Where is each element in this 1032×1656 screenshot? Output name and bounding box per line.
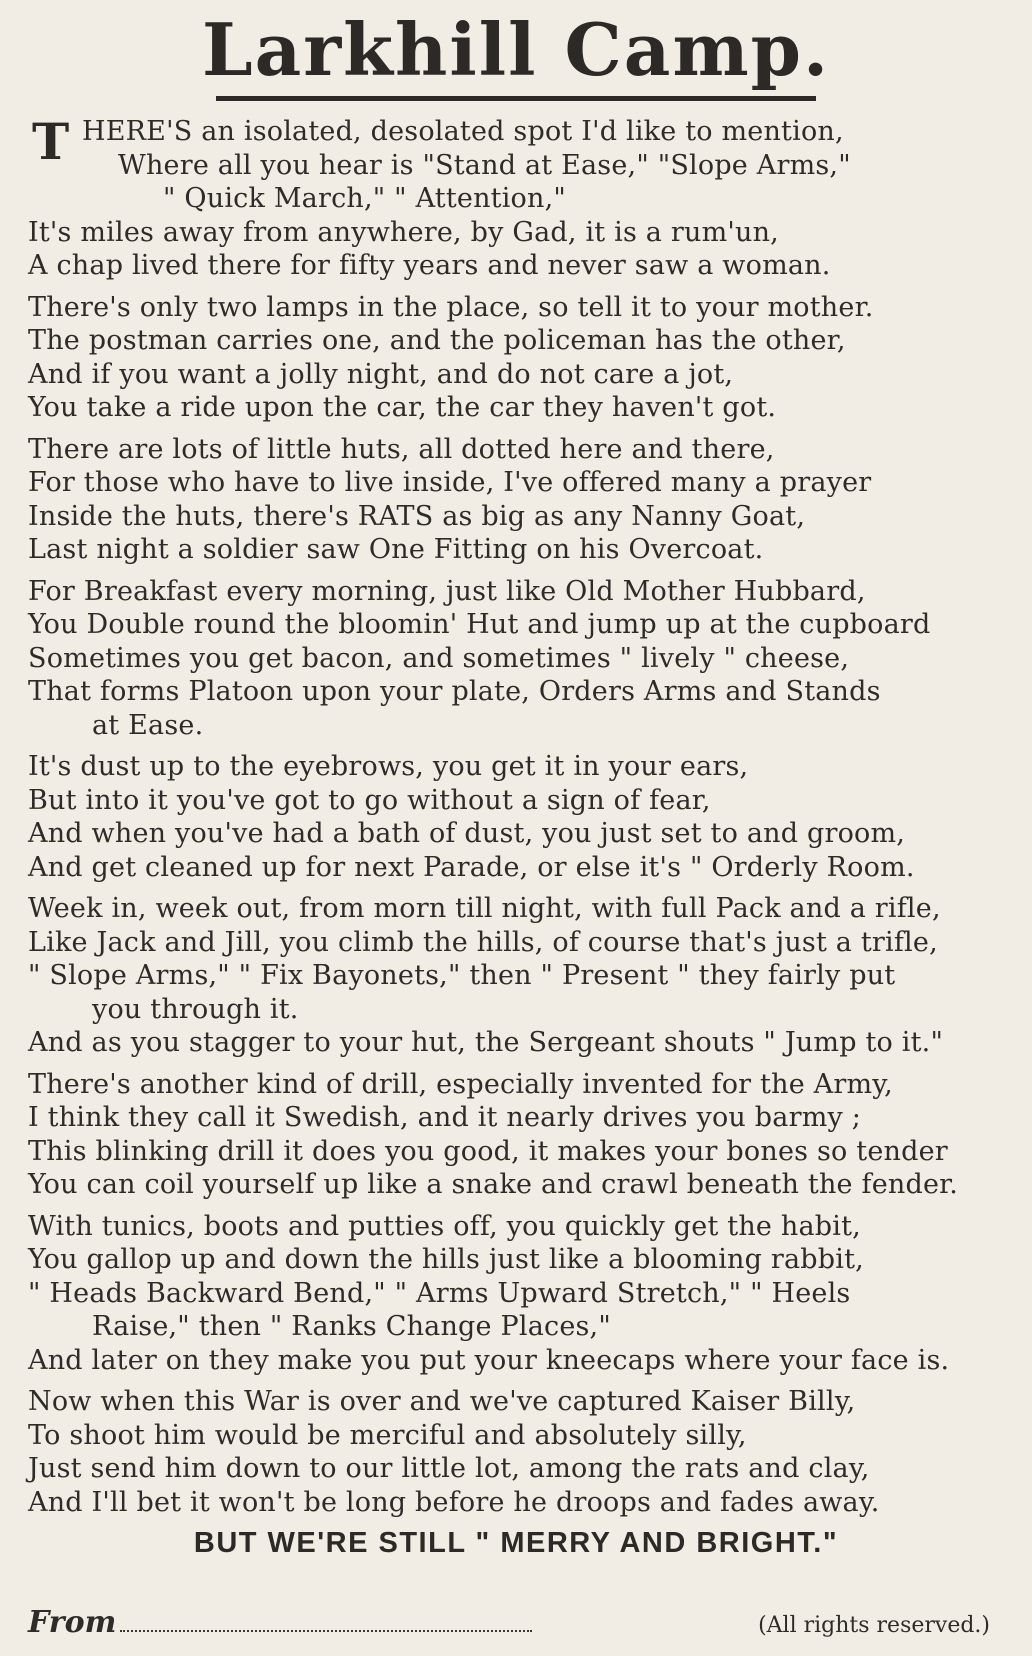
verse-line: There are lots of little huts, all dotted here and there, <box>28 433 775 465</box>
stanza-1 <box>28 112 1004 283</box>
verse-line: I think they call it Swedish, and it nearly drives you barmy ; <box>28 1102 862 1133</box>
verse-line: Raise," then " Ranks Change Places," <box>92 1311 611 1342</box>
verse-line: It's dust up to the eyebrows, you get it in your ears, <box>28 751 749 782</box>
verse-line: you through it. <box>92 993 299 1025</box>
verse-line: And I'll bet it won't be long before he droops and fades away. <box>28 1486 880 1518</box>
verse-line: And as you stagger to your hut, the Sergeant shouts " Jump to it." <box>28 1027 944 1058</box>
verse-line: And if you want a jolly night, and do not care a jot, <box>28 358 734 390</box>
verse-line: Like Jack and Jill, you climb the hills, of course that's just a trifle, <box>28 926 938 958</box>
verse-line: There's only two lamps in the place, so tell it to your mother. <box>28 291 874 323</box>
verse-line: A chap lived there for fifty years and never saw a woman. <box>28 250 831 281</box>
verse-line: For those who have to live inside, I've offered many a prayer <box>28 467 872 498</box>
verse-line: There's another kind of drill, especially invented for the Army, <box>28 1068 893 1100</box>
stanza-6 <box>28 892 1004 1060</box>
verse-line: This blinking drill it does you good, it makes your bones so tender <box>28 1135 948 1167</box>
stanza-7 <box>28 1068 1004 1202</box>
verse-line: " Slope Arms," " Fix Bayonets," then " Present " they fairly put <box>28 960 896 991</box>
page-title: Larkhill Camp. <box>201 7 831 92</box>
verse-line: With tunics, boots and putties off, you quickly get the habit, <box>28 1210 861 1242</box>
verse-line: Where all you hear is "Stand at Ease," "Slope Arms," <box>118 149 851 181</box>
verse-line: You take a ride upon the car, the car they haven't got. <box>28 392 777 423</box>
verse-line: For Breakfast every morning, just like Old Mother Hubbard, <box>28 575 866 607</box>
verse-line: Just send him down to our little lot, among the rats and clay, <box>28 1453 870 1484</box>
verse-line: Sometimes you get bacon, and sometimes " lively " cheese, <box>28 642 850 674</box>
verse-line: You can coil yourself up like a snake and crawl beneath the fender. <box>28 1169 959 1200</box>
verse-line: Week in, week out, from morn till night, with full Pack and a rifle, <box>28 893 941 924</box>
verse-line-text: HERE'S an isolated, desolated spot I'd like to mention, <box>82 116 844 147</box>
verse-line: It's miles away from anywhere, by Gad, it is a rum'un, <box>28 216 779 248</box>
verse-line: Inside the huts, there's RATS as big as any Nanny Goat, <box>28 500 806 532</box>
title-underline <box>216 96 816 101</box>
footer <box>28 1600 1004 1640</box>
verse-line: The postman carries one, and the policeman has the other, <box>28 325 846 356</box>
stanza-5 <box>28 750 1004 884</box>
stanza-9 <box>28 1385 1004 1519</box>
verse-line: And later on they make you put your kneecaps where your face is. <box>28 1344 950 1376</box>
verse-line: To shoot him would be merciful and absolutely silly, <box>28 1419 747 1451</box>
stanza-3 <box>28 433 1004 567</box>
from-dotted-line <box>120 1630 532 1632</box>
stanza-4 <box>28 575 1004 743</box>
verse-line: And when you've had a bath of dust, you just set to and groom, <box>28 818 906 849</box>
verse-line: You Double round the bloomin' Hut and jump up at the cupboard <box>28 609 931 640</box>
verse-line: You gallop up and down the hills just like a blooming rabbit, <box>28 1244 864 1275</box>
drop-cap: T <box>32 112 70 171</box>
verse-line: And get cleaned up for next Parade, or else it's " Orderly Room. <box>28 851 915 883</box>
verse-line: But into it you've got to go without a sign of fear, <box>28 784 711 816</box>
verse-line: " Quick March," " Attention," <box>163 183 566 214</box>
verse-line: Last night a soldier saw One Fitting on his Overcoat. <box>28 534 764 565</box>
stanza-2 <box>28 291 1004 425</box>
from-label: From <box>28 1605 117 1640</box>
closing-line: BUT WE'RE STILL " MERRY AND BRIGHT." <box>193 1527 839 1559</box>
verse-line: " Heads Backward Bend," " Arms Upward Stretch," " Heels <box>28 1277 851 1309</box>
rights-notice: (All rights reserved.) <box>758 1613 990 1638</box>
verse-line: Now when this War is over and we've captured Kaiser Billy, <box>28 1386 856 1417</box>
stanza-8 <box>28 1210 1004 1378</box>
verse-line: That forms Platoon upon your plate, Orders Arms and Stands <box>28 676 881 707</box>
verse-line: at Ease. <box>92 709 204 741</box>
